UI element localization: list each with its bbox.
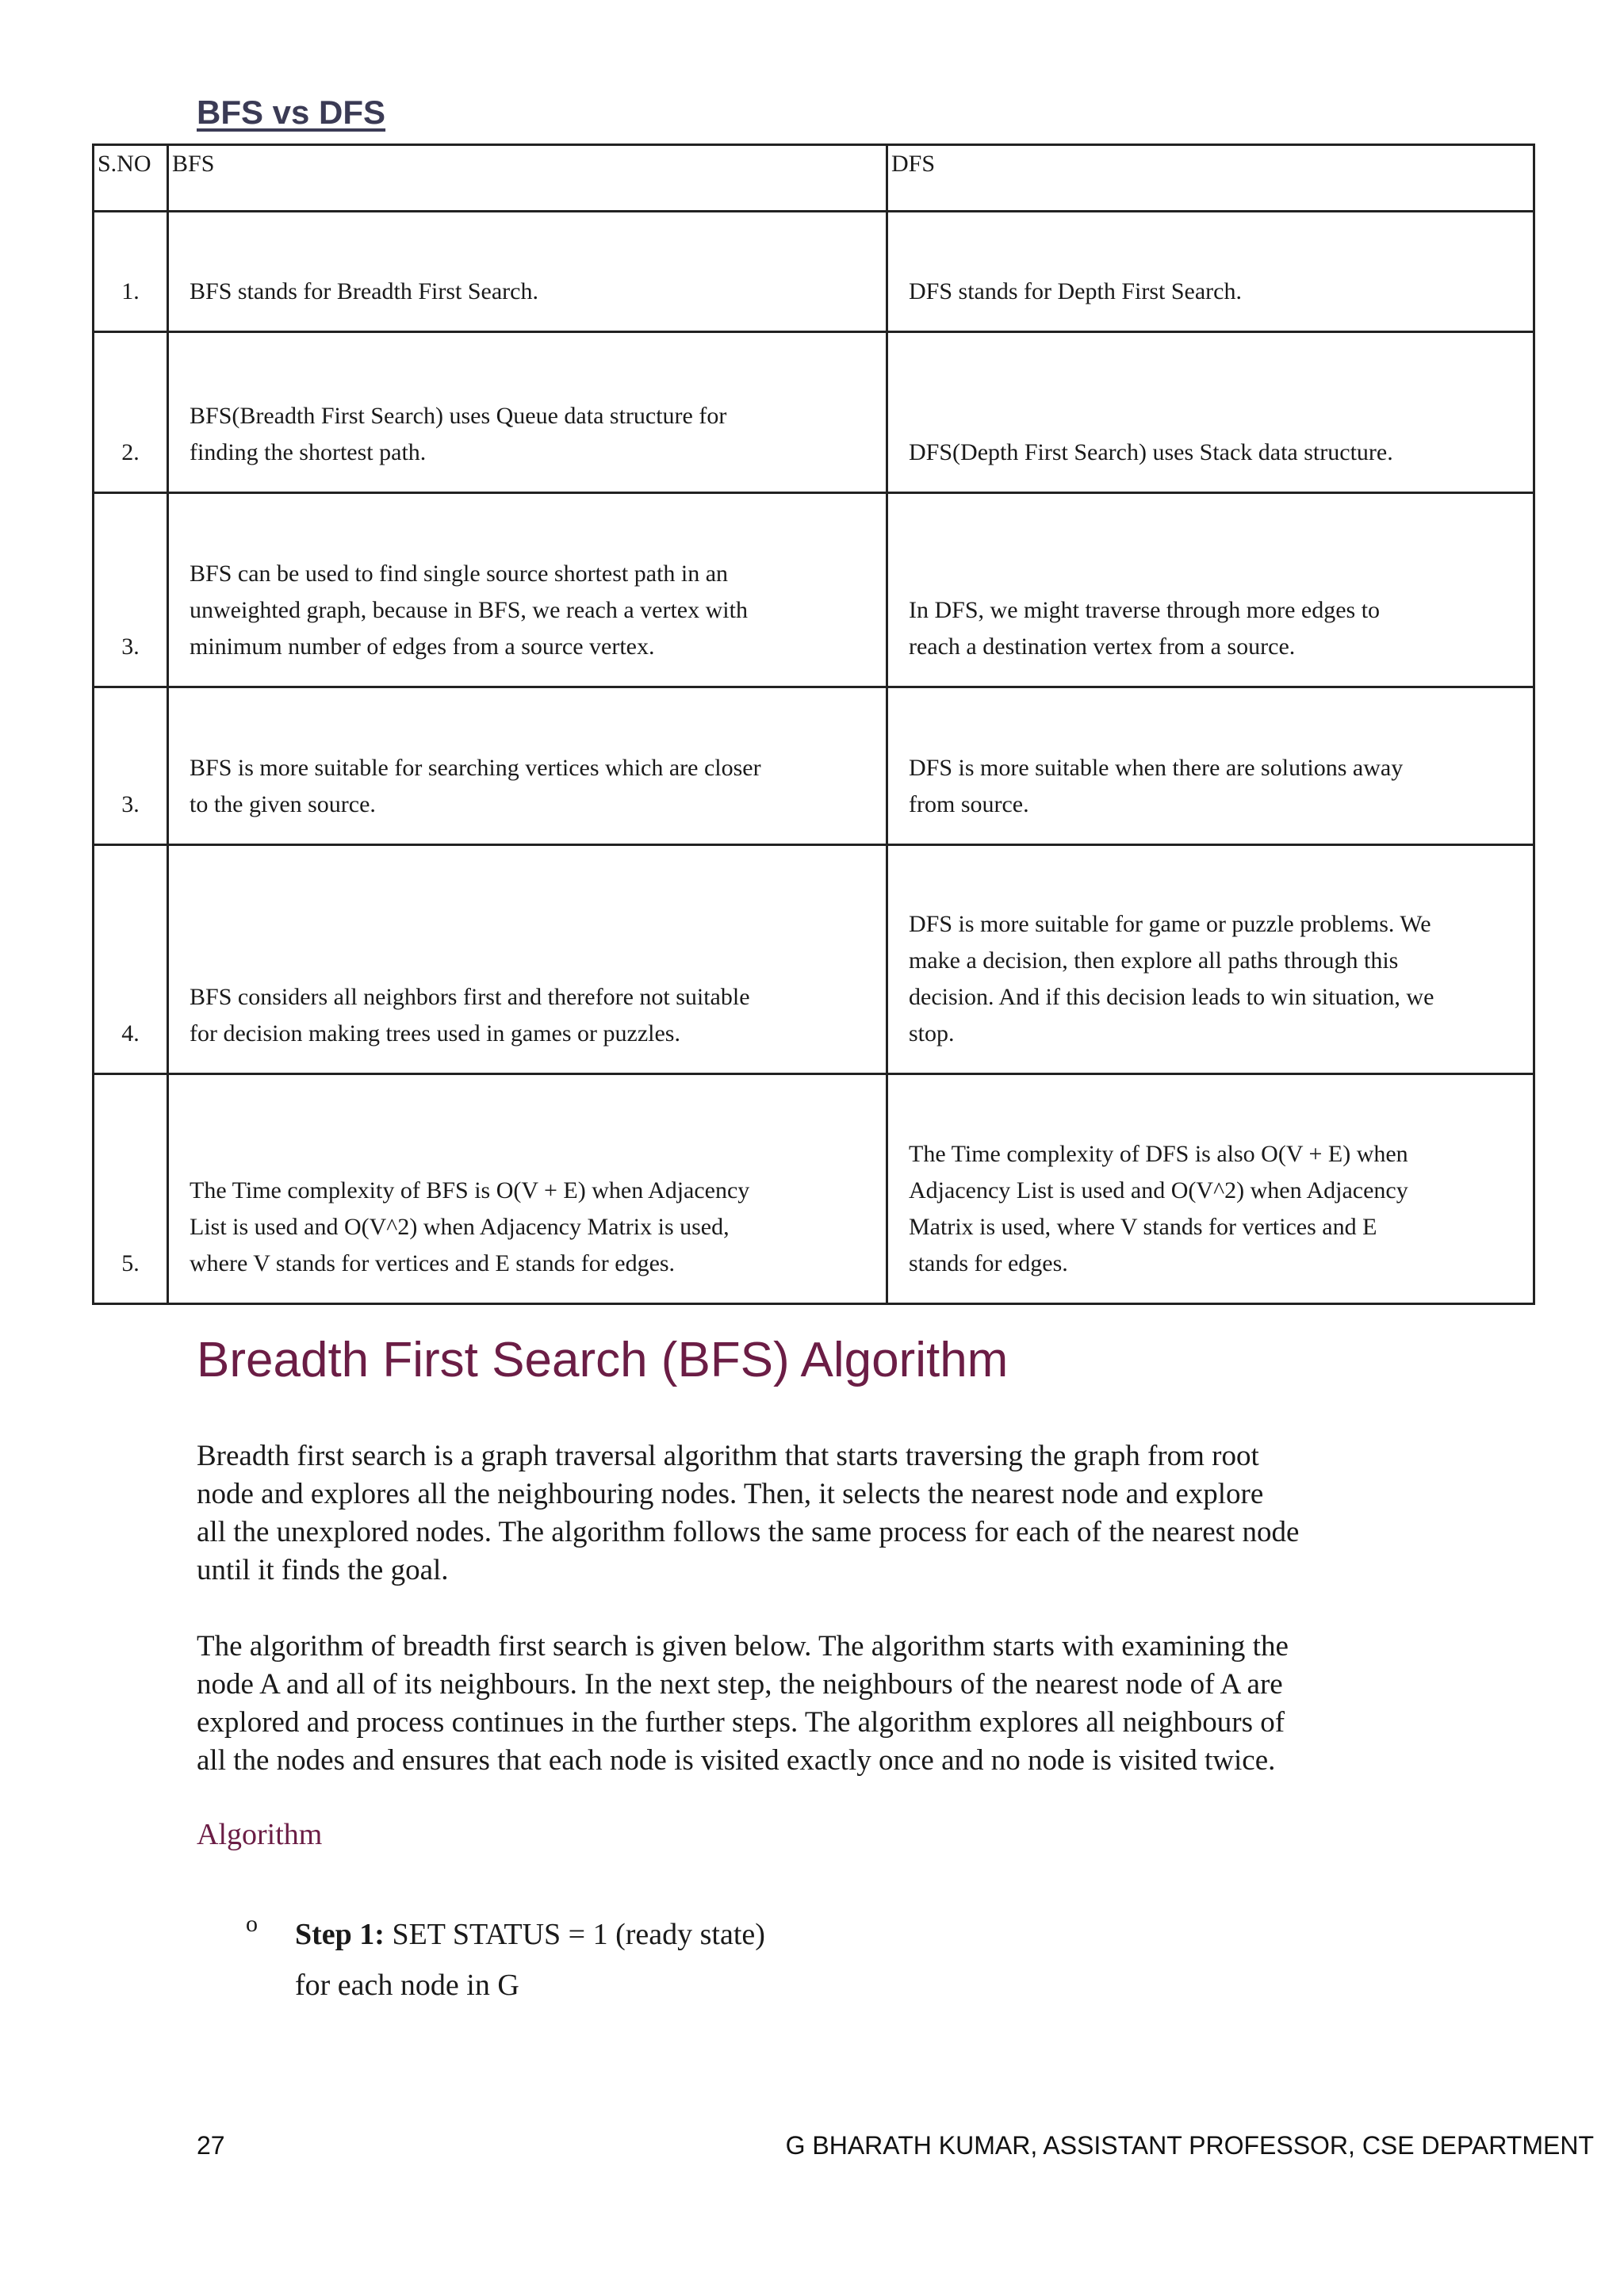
cell-line: where V stands for vertices and E stands for edges. — [190, 1250, 676, 1276]
cell-line: to the given source. — [190, 791, 376, 817]
row-number: 4. — [94, 845, 168, 1074]
dfs-cell — [887, 332, 1534, 493]
cell-line: stands for edges. — [909, 1250, 1068, 1276]
table-row — [94, 332, 1534, 493]
cell-line: List is used and O(V^2) when Adjacency Matrix is used, — [190, 1214, 730, 1240]
paragraph-line: all the nodes and ensures that each node is visited exactly once and no node is visited twice. — [197, 1744, 1276, 1777]
page-number: 27 — [197, 2131, 225, 2160]
cell-line: BFS can be used to find single source shortest path in an — [190, 561, 729, 587]
bfs-cell — [168, 1074, 887, 1304]
cell-line: DFS stands for Depth First Search. — [909, 278, 1242, 304]
row-number: 1. — [94, 212, 168, 332]
row-number: 2. — [94, 332, 168, 493]
cell-line: The Time complexity of BFS is O(V + E) when Adjacency — [190, 1177, 750, 1203]
cell-line: DFS is more suitable for game or puzzle problems. We — [909, 911, 1431, 937]
paragraph-line: The algorithm of breadth first search is given below. The algorithm starts with examining the — [197, 1630, 1289, 1663]
table-header-row — [94, 145, 1534, 212]
cell-line: unweighted graph, because in BFS, we reach a vertex with — [190, 597, 748, 623]
row-number: 3. — [94, 493, 168, 687]
step-1 — [295, 1909, 765, 2011]
cell-line: minimum number of edges from a source vertex. — [190, 633, 655, 660]
dfs-cell — [887, 845, 1534, 1074]
cell-line: DFS is more suitable when there are solutions away — [909, 755, 1404, 781]
paragraph-line: node A and all of its neighbours. In the next step, the neighbours of the nearest node of A are — [197, 1668, 1283, 1701]
step-1-line — [295, 1909, 765, 1960]
cell-line: BFS stands for Breadth First Search. — [190, 278, 538, 304]
bfs-cell — [168, 332, 887, 493]
footer-author: G BHARATH KUMAR, ASSISTANT PROFESSOR, CSE DEPARTMENT — [785, 2131, 1594, 2160]
bfs-cell — [168, 845, 887, 1074]
cell-line: finding the shortest path. — [190, 439, 427, 465]
paragraph-line: until it finds the goal. — [197, 1554, 449, 1586]
step-1-text: SET STATUS = 1 (ready state) — [384, 1918, 765, 1951]
cell-line: stop. — [909, 1020, 955, 1047]
cell-line: In DFS, we might traverse through more edges to — [909, 597, 1381, 623]
bullet-icon: o — [246, 1911, 258, 1937]
header-bfs: BFS — [168, 145, 887, 212]
step-1-line-2: for each node in G — [295, 1969, 519, 2002]
bfs-cell — [168, 493, 887, 687]
comparison-table — [92, 144, 1535, 1305]
table-row — [94, 1074, 1534, 1304]
cell-line: BFS is more suitable for searching vertices which are closer — [190, 755, 761, 781]
cell-line: Matrix is used, where V stands for vertices and E — [909, 1214, 1377, 1240]
paragraph-line: Breadth first search is a graph traversal algorithm that starts traversing the graph from root — [197, 1440, 1259, 1472]
dfs-cell — [887, 212, 1534, 332]
paragraph-intro — [197, 1437, 1434, 1590]
page-heading: BFS vs DFS — [197, 94, 386, 131]
row-number: 5. — [94, 1074, 168, 1304]
cell-line: for decision making trees used in games or puzzles. — [190, 1020, 680, 1047]
table-row — [94, 845, 1534, 1074]
cell-line: DFS(Depth First Search) uses Stack data structure. — [909, 439, 1393, 465]
bfs-cell — [168, 212, 887, 332]
cell-line: reach a destination vertex from a source. — [909, 633, 1296, 660]
paragraph-line: all the unexplored nodes. The algorithm follows the same process for each of the nearest node — [197, 1516, 1300, 1548]
dfs-cell — [887, 687, 1534, 845]
paragraph-line: node and explores all the neighbouring nodes. Then, it selects the nearest node and explore — [197, 1478, 1264, 1510]
section-heading: Breadth First Search (BFS) Algorithm — [197, 1333, 1009, 1387]
paragraph-algorithm-description — [197, 1628, 1434, 1780]
table-row — [94, 493, 1534, 687]
header-dfs: DFS — [887, 145, 1534, 212]
table-row — [94, 687, 1534, 845]
dfs-cell — [887, 1074, 1534, 1304]
cell-line: BFS considers all neighbors first and therefore not suitable — [190, 984, 750, 1010]
bfs-cell — [168, 687, 887, 845]
cell-line: from source. — [909, 791, 1029, 817]
algorithm-label: Algorithm — [197, 1818, 323, 1851]
row-number: 3. — [94, 687, 168, 845]
cell-line: decision. And if this decision leads to win situation, we — [909, 984, 1434, 1010]
cell-line: The Time complexity of DFS is also O(V + E) when — [909, 1141, 1408, 1167]
header-sno: S.NO — [94, 145, 168, 212]
table-row — [94, 212, 1534, 332]
cell-line: make a decision, then explore all paths through this — [909, 947, 1399, 974]
cell-line: BFS(Breadth First Search) uses Queue data structure for — [190, 403, 727, 429]
cell-line: Adjacency List is used and O(V^2) when Adjacency — [909, 1177, 1408, 1203]
paragraph-line: explored and process continues in the further steps. The algorithm explores all neighbours of — [197, 1706, 1285, 1739]
dfs-cell — [887, 493, 1534, 687]
step-1-label: Step 1: — [295, 1918, 385, 1951]
